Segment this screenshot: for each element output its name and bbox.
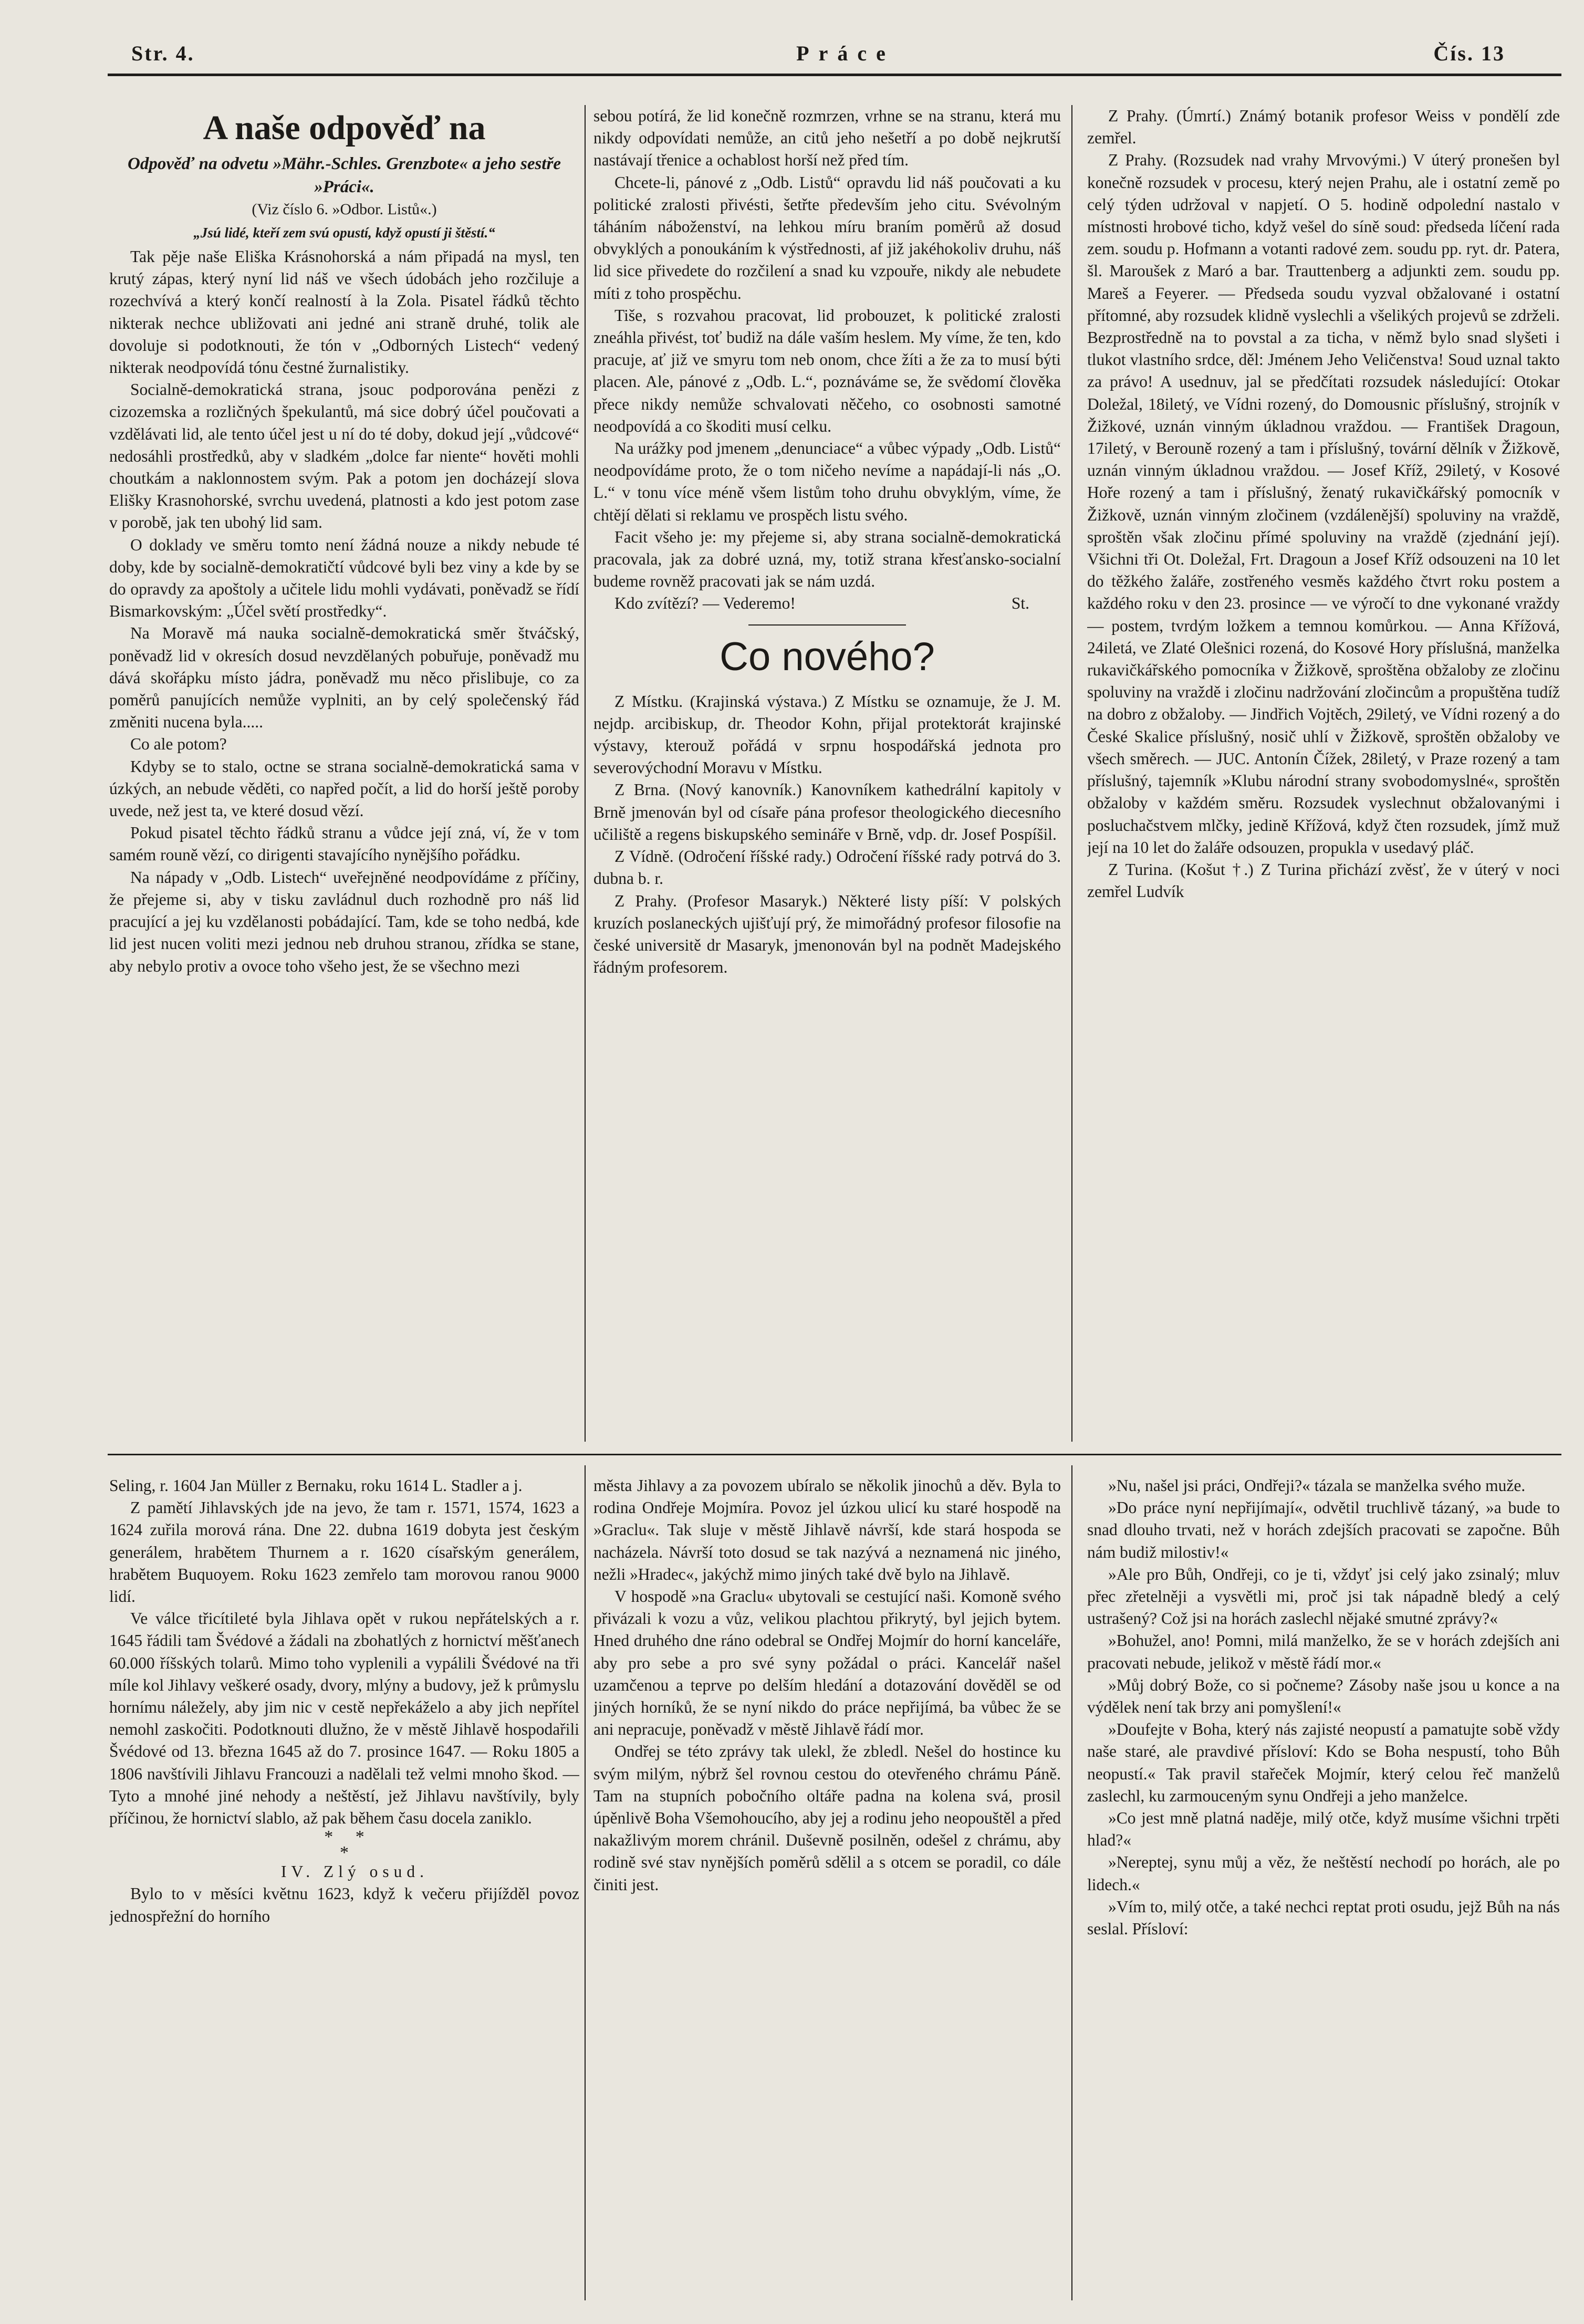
news-item: Z Turina. (Košut †.) Z Turina přichází zvěsť, že v úterý v noci zemřel Ludvík (1087, 860, 1560, 901)
column-rule-1 (585, 105, 586, 1442)
feuilleton-paragraph: »Bohužel, ano! Pomni, milá manželko, že se v horách zdejších ani pracovati nebude, jelikož v městě řádí mor.« (1087, 1631, 1560, 1672)
news-item: Z Brna. (Nový kanovník.) Kanovníkem kathedrální kapitoly v Brně jmenován byl od císaře pána profesor theologického diecesního učiliště a regens biskupského semináře v Brně, vdp. dr. Josef Pospíšil. (593, 780, 1061, 843)
news-section-title: Co nového? (720, 634, 935, 679)
article-paragraph: Na Moravě má nauka socialně-demokratická směr štváčský, poněvadž lid v okresích dosud nevzdělaných pobuřuje, poněvadž mu dává skořápku místo jádra, poněvadž mu něco přislibuje, co za poměrů panujících nemůže vyplniti, an by celý společenský řád změniti nucena byla..... (109, 624, 579, 732)
feuilleton-paragraph: »Doufejte v Boha, který nás zajisté neopustí a pamatujte sobě vždy naše staré, ale pravdivé přísloví: Kdo se Boha nespustí, toho Bůh neopustí.« Tak pravil stařeček Mojmír, který celou řeč manželů zaslechl, ku zarmouceným synu Ondřeji a jeho manželce. (1087, 1720, 1560, 1805)
article-closing (593, 592, 1061, 614)
news-item: Z Prahy. (Rozsudek nad vrahy Mrvovými.) V úterý pronešen byl konečně rozsudek v procesu, který nejen Prahu, ale i ostatní země po celý týden udržoval v napjetí. O 5. hodině odpolední nastalo v místnosti hrobové ticho, když vešel do síně soud: předseda líčení rada zem. soudu p. Hofmann a votanti radové zem. soudu pp. ryt. dr. Patera, šl. Maroušek z Maró a bar. Trauttenberg a adjunkti zem. soudu pp. Mareš a Feyerer. — Předseda soudu vyzval obžalované i ostatní přítomné, aby rozsudek klidně vyslechli a všelikých projevů se zdrželi. Bezprostředně na to povstal a za ticha, v němž bylo snad slyšeti i tlukot vlastního srdce, děl: Jménem Jeho Veličenstva! Soud uznal takto za právo! A usednuv, jal se předčítati rozsudek následující: Otokar Doležal, 18iletý, ve Vídni rozený, do Domousnic příslušný, strojník v Žižkové, uznán vinným úkladnou vraždou. — František Dragoun, 17iletý, v Berouně rozený a tam i příslušný, tovární dělník v Žižkově, uznán vinným úkladnou vraždou. — Josef Kříž, 29iletý, v Kosové Hoře rozený a tam i příslušný, ženatý rukavičkářský pomocník v Žižkově, uznán vinným zločinem (vzdálenější) spoluviny na vraždě, sproštěn však zločinu přímé spoluviny na vraždě (zjednání její). Všichni tři Ot. Doležal, Frt. Dragoun a Josef Kříž odsouzeni na 10 let do těžkého žaláře, zostřeného vesměs každého čtvrt roku postem a každého roku v den 23. prosince — ve výročí to dne vykonané vraždy — postem, tvrdým ložkem a temnou komůrkou. — Anna Křížová, 24iletá, ve Zlaté Olešnici rozená, do Kosové Hory příslušná, manželka rukavičkářského pomocníka v Žižkově, sproštěna obžaloby ze zločinu spoluviny na vraždě i zločinu nadržování zločincům a propuštěna tudíž na dobro z obžaloby. — Jindřich Vojtěch, 29iletý, ve Vídni rozený a do České Skalice příslušný, nosič uhlí v Žižkově, sproštěn obžaloby ve všech směrech. — JUC. Antonín Čížek, 28iletý, v Praze rozený a tam příslušný, tajemník »Klubu národní strany svobodomyslné«, sproštěn obžaloby v každém směru. Rozsudek vyslechnut obžalovanými i posluchačstvem mlčky, jedině Křížová, když čten rozsudek, jímž muž její na 10 let do žaláře odsouzen, propukla v usedavý pláč. (1087, 151, 1560, 857)
article-paragraph: Na urážky pod jmenem „denunciace“ a vůbec výpady „Odb. Listů“ neodpovídáme proto, že o tom ničeho nevíme a napádají-li nás „O. L.“ v tonu více méně všem listům toho druhu obvyklým, víme, že chtějí dělati si reklamu ve prospěch listu svého. (593, 439, 1061, 524)
top-column-2 (593, 105, 1061, 1435)
column-rule-4 (1071, 1465, 1072, 2300)
feuilleton-paragraph: Z pamětí Jihlavských jde na jevo, že tam r. 1571, 1574, 1623 a 1624 zuřila morová rána. Dne 22. dubna 1619 dobyta jest českým generálem, hrabětem Thurnem a r. 1620 císařským generálem, hrabětem Buquoyem. Roku 1623 zemřelo tam morovou ranou 9000 lidí. (109, 1498, 579, 1606)
article-subtitle: Odpověď na odvetu »Mähr.-Schles. Grenzbote« a jeho sestře »Práci«. (128, 154, 561, 196)
asterisk-divider: * * * (324, 1827, 364, 1863)
article-paragraph: Na nápady v „Odb. Listech“ uveřejněné neodpovídáme z příčiny, že přejeme si, aby v tisku zavládnul duch rozhodně pro náš lid pracující a jej ku vzdělanosti pobádající. Tam, kde se toho nedbá, kde lid jest nucen voliti mezi jednou neb druhou stranou, zřídka se stane, aby nebylo protiv a ovoce toho všeho jest, že se všechno mezi (109, 868, 579, 975)
bottom-column-1 (109, 1475, 579, 2294)
article-motto: „Jsú lidé, kteří zem svú opustí, když opustí ji štěstí.“ (193, 225, 495, 241)
article-paragraph: Facit všeho je: my přejeme si, aby strana socialně-demokratická pracovala, jak za dobré uzná, my, totiž strana křesťansko-socialní budeme rovněž pracovati jak se nám uzdá. (593, 527, 1061, 591)
feuilleton-paragraph: »Vím to, milý otče, a také nechci reptat proti osudu, jejž Bůh na nás seslal. Přísloví: (1087, 1897, 1560, 1939)
chapter-title: IV. Zlý osud. (281, 1862, 429, 1881)
article-paragraph: sebou potírá, že lid konečně rozmrzen, vrhne se na stranu, která mu nikdy odpovídati nemůže, an citů jeho nešetří a po době nejkrutší nastávají třenice a ochablost horší než před tím. (593, 107, 1061, 170)
article-reference: (Viz číslo 6. »Odbor. Listů«.) (252, 201, 437, 218)
top-column-3 (1087, 105, 1560, 1444)
header-rule (108, 74, 1561, 76)
bottom-column-2 (593, 1475, 1061, 2294)
news-item: Z Prahy. (Profesor Masaryk.) Některé listy píší: V polských kruzích poslaneckých ujišťují prý, že mimořádný profesor filosofie na české universitě dr Masaryk, jmenonován byl na podnět Madejského řádným profesorem. (593, 891, 1061, 977)
article-paragraph: Pokud pisatel těchto řádků stranu a vůdce její zná, ví, že v tom samém rouně vězí, co dirigenti stavajícího nynějšího pořádku. (109, 824, 579, 864)
feuilleton-paragraph: Seling, r. 1604 Jan Müller z Bernaku, roku 1614 L. Stadler a j. (109, 1476, 523, 1495)
feuilleton-paragraph: »Můj dobrý Bože, co si počneme? Zásoby naše jsou u konce a na výdělek není tak brzy ani pomyšlení!« (1087, 1675, 1560, 1717)
news-item: Z Vídně. (Odročení říšské rady.) Odročení říšské rady potrvá do 3. dubna b. r. (593, 847, 1061, 888)
article-paragraph: Chcete-li, pánové z „Odb. Listů“ opravdu lid náš poučovati a ku politické zralosti přivésti, šetřte především jeho citu. Svévolným táháním náboženství, na lehkou míru braním poměrů až dosud obvyklých a ponoukáním k výstřednosti, af již jakéhokoliv druhu, náš lid sice přivedete do rozčilení a snad ku vzpouře, nikdy ale nebudete míti z toho prospěchu. (593, 173, 1061, 303)
feuilleton-paragraph: V hospodě »na Graclu« ubytovali se cestující naši. Komoně svého přivázali k vozu a vůz, velikou plachtou přikrytý, byl jejich bytem. Hned druhého dne ráno odebral se Ondřej Mojmír do horní kanceláře, aby pro sebe a pro své syny požádal o práci. Kancelář našel uzamčenou a teprve po delším hledání a dotazování dověděl se od jiných horníků, že se nyní nikdo do práce nepřijímá, ba vůbec že se ani nepracuje, poněvadž v městě Jihlavě řádí mor. (593, 1587, 1061, 1739)
feuilleton-paragraph: »Ale pro Bůh, Ondřeji, co je ti, vždyť jsi celý jako zsinalý; mluv přec zřetelněji a vysvětli mi, proč jsi tak nápadně bledý a celý ustrašený? Což jsi na horách zaslechl nějaké smutné zprávy?« (1087, 1565, 1560, 1628)
article-paragraph: Tiše, s rozvahou pracovat, lid probouzet, k politické zralosti zneáhla přivést, toť budiž na dále vaším heslem. My víme, že ten, kdo pracuje, ať již ve smyru tom neb onom, chce žíti a že za to musí býti placen. Ale, pánové z „Odb. L.“, poznáváme se, že svědomí člověka přece nikdy nemůže schvalovati něčeho, co osobnosti samotné neodpovídá a co škoditi musí celku. (593, 306, 1061, 435)
feuilleton-paragraph: Bylo to v měsíci květnu 1623, když k večeru přijížděl povoz jednospřežní do horního (109, 1884, 579, 1925)
feuilleton-paragraph: »Co jest mně platná naděje, milý otče, když musíme všichni trpěti hlad?« (1087, 1809, 1560, 1850)
feuilleton-paragraph: Ondřej se této zprávy tak ulekl, že zbledl. Nešel do hostince ku svým milým, nýbrž šel rovnou cestou do otevřeného chrámu Páně. Tam na stupních pobočního oltáře padna na kolena svá, prosil úpěnlivě Boha Všemohoucího, aby jej a rodinu jeho neopouštěl a před nakažlivým morem chránil. Duševně posilněn, odešel z chrámu, aby rodině své stav nynějších poměrů sdělil a s otcem se poradil, co dále činiti jest. (593, 1742, 1061, 1894)
article-paragraph: Kdyby se to stalo, octne se strana socialně-demokratická sama v úzkých, an nebude věděti, co napřed počít, a lid do horší ještě poroby uvede, než jest ta, ve které dosud vězí. (109, 757, 579, 820)
bottom-column-3 (1087, 1475, 1560, 2294)
article-paragraph: Co ale potom? (130, 735, 227, 754)
column-rule-3 (585, 1465, 586, 2300)
article-closing-line: Kdo zvítězí? — Vederemo! (614, 594, 796, 613)
page-number: Str. 4. (131, 41, 195, 65)
top-column-1 (109, 105, 579, 1436)
article-title: A naše odpověď na (203, 109, 486, 147)
feuilleton-paragraph: města Jihlavy a za povozem ubíralo se několik jinochů a děv. Byla to rodina Ondřeje Mojmíra. Povoz jel úzkou ulicí ku staré hospodě na »Graclu«. Tak sluje v městě Jihlavě návrší, kde stará hospoda se nacházela. Návrší toto dosud se tak nazývá a neznamená nic jiného, nežli »Hradec«, jakýchž mimo jiných také dvě bylo na Jihlavě. (593, 1476, 1061, 1583)
news-item: Z Místku. (Krajinská výstava.) Z Místku se oznamuje, že J. M. nejdp. arcibiskup, dr. Theodor Kohn, přijal protektorát krajinské výstavy, kterouž pořádá v srpnu hospodářská jednota pro severovýchodní Moravu v Místku. (593, 692, 1061, 777)
article-paragraph: O doklady ve směru tomto není žádná nouze a nikdy nebude té doby, kde by socialně-demokratičtí vůdcové byli bez viny a kde by se do opravdy za apoštoly a učitele lidu mohli vydávati, poněvadž se řídí Bismarkovským: „Účel světí prostředky“. (109, 535, 579, 621)
paper-name: Práce (796, 41, 895, 65)
section-divider-rule (108, 1454, 1561, 1455)
column-rule-2 (1071, 105, 1072, 1442)
article-signature: St. (1011, 594, 1029, 613)
news-item: Z Prahy. (Úmrtí.) Známý botanik profesor Weiss v pondělí zde zemřel. (1087, 107, 1560, 148)
news-separator-rule (748, 624, 906, 626)
feuilleton-paragraph: »Nereptej, synu můj a věz, že neštěstí nechodí po horách, ale po lidech.« (1087, 1853, 1560, 1894)
issue-number: Čís. 13 (1433, 41, 1505, 65)
feuilleton-paragraph: »Nu, našel jsi práci, Ondřeji?« tázala se manželka svého muže. (1108, 1476, 1526, 1495)
feuilleton-paragraph: Ve válce třicítileté byla Jihlava opět v rukou nepřátelských a r. 1645 řádili tam Švédové a žádali na zbohatlých z hornictví měšťanech 60.000 říšských tolarů. Mimo toho vyplenili a vypálili Švédové na tři míle kol Jihlavy veškeré osady, dvory, mlýny a budovy, jež k průmyslu hornímu náležely, aby jim nic v cestě nepřekáželo a aby jich nepřítel nemohl zaskočiti. Podotknouti dlužno, že v městě Jihlavě hospodařili Švédové od 13. března 1645 až do 7. prosince 1647. — Roku 1805 a 1806 navštívili Jihlavu Francouzi a nadělali tež velmi mnoho škod. — Tyto a mnohé jiné nehody a neštěstí, jež Jihlavu navštívily, byly příčinou, že hornictví slablo, až pak během času docela zaniklo. (109, 1609, 579, 1828)
article-paragraph: Tak pěje naše Eliška Krásnohorská a nám připadá na mysl, ten krutý zápas, který nyní lid náš ve všech údobách jeho rozčiluje a rozechvívá a který končí realností à la Zola. Pisatel řádků těchto nikterak nechce ubližovati ani jedné ani straně druhé, tolik ale dovoluje si podotknouti, že tón v „Odborných Listech“ vedený nikterak neodpovídá tónu čestné žurnalistiky. (109, 247, 579, 377)
feuilleton-paragraph: »Do práce nyní nepřijímají«, odvětil truchlivě tázaný, »a bude to snad dlouho trvati, než v horách zdejších pracovati se započne. Bůh nám budiž milostiv!« (1087, 1498, 1560, 1561)
article-paragraph: Socialně-demokratická strana, jsouc podporována penězi z cizozemska a rozličných špekulantů, má sice dobrý účel poučovati a vzdělávati lid, ale tento účel jest u ní do té doby, dokud její „vůdcové“ nedosáhli prostředků, aby v sladkém „dolce far niente“ hověti mohli choutkám a naklonnostem svým. Pak a potom jen docházejí slova Elišky Krasnohorské, svrchu uvedená, platnosti a kdo jest potom zase v porobě, jak ten ubohý lid sam. (109, 380, 579, 532)
